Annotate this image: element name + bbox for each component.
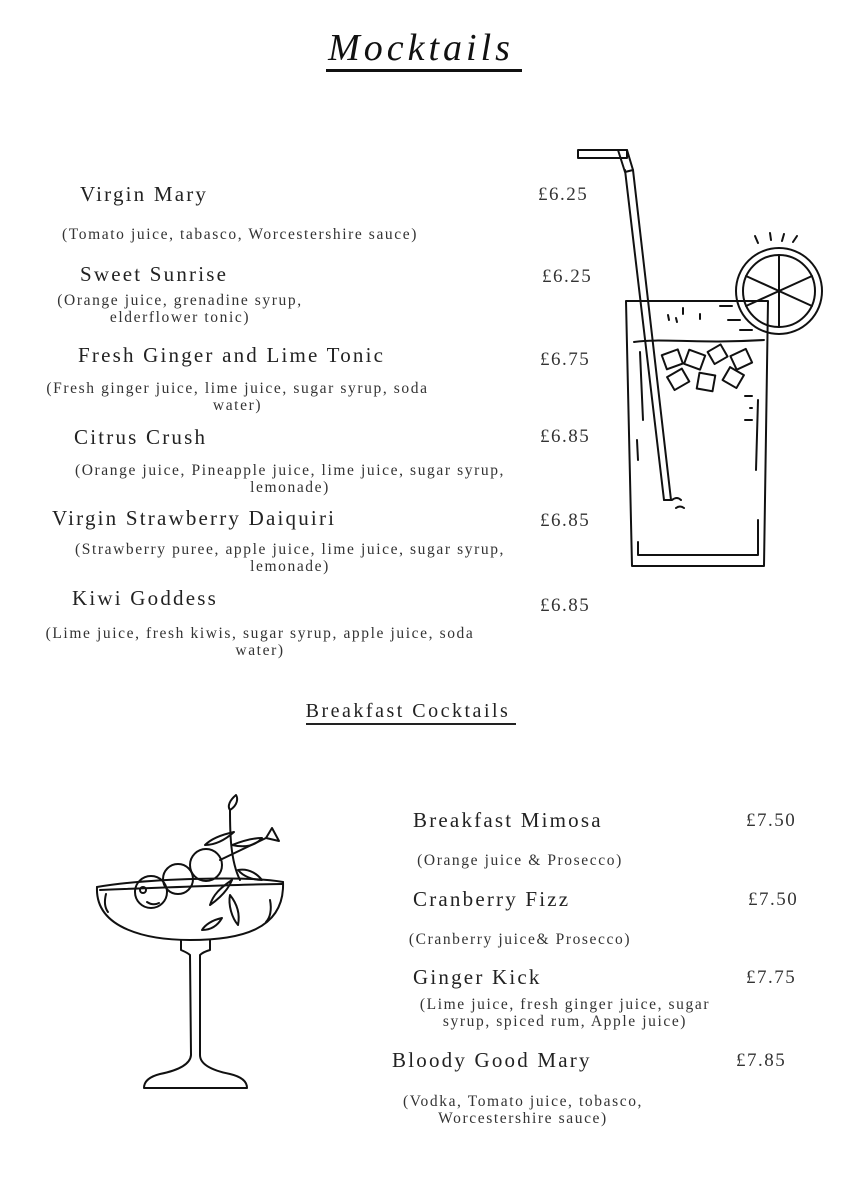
menu-item-name: Bloody Good Mary (392, 1048, 592, 1072)
menu-item-description: (Fresh ginger juice, lime juice, sugar syrup, soda water) (46, 380, 429, 414)
menu-item-description: (Lime juice, fresh ginger juice, sugar syrup, spiced rum, Apple juice) (419, 996, 711, 1030)
menu-item-name: Fresh Ginger and Lime Tonic (78, 343, 386, 367)
menu-item-name: Citrus Crush (74, 425, 208, 449)
menu-item-description: (Orange juice, grenadine syrup, elderflower tonic) (57, 292, 303, 326)
menu-item-price: £6.25 (542, 266, 593, 287)
menu-item-description: (Lime juice, fresh kiwis, sugar syrup, apple juice, soda water) (45, 625, 475, 659)
menu-item-name: Breakfast Mimosa (413, 808, 603, 832)
page-title-text: Mocktails (326, 27, 522, 72)
menu-item-price: £7.50 (746, 810, 797, 831)
menu-item-price: £6.85 (540, 595, 591, 616)
menu-item-description: (Tomato juice, tabasco, Worcestershire sauce) (61, 226, 418, 243)
menu-item-price: £7.85 (736, 1050, 787, 1071)
menu-item-description: (Strawberry puree, apple juice, lime juice, sugar syrup, lemonade) (74, 541, 506, 575)
menu-item-name: Cranberry Fizz (413, 887, 571, 911)
menu-item-price: £6.25 (538, 184, 589, 205)
menu-item-description: (Vodka, Tomato juice, tobasco, Worcestershire sauce) (402, 1093, 644, 1127)
menu-item-price: £6.85 (540, 426, 591, 447)
menu-item-name: Ginger Kick (413, 965, 542, 989)
section-title-text: Breakfast Cocktails (306, 700, 517, 725)
menu-item-description: (Orange juice, Pineapple juice, lime juice, sugar syrup, lemonade) (74, 462, 506, 496)
menu-item-price: £7.50 (748, 889, 799, 910)
menu-item-price: £7.75 (746, 967, 797, 988)
menu-item-name: Virgin Strawberry Daiquiri (52, 506, 337, 530)
menu-item-name: Kiwi Goddess (72, 586, 218, 610)
menu-item-description: (Cranberry juice& Prosecco) (408, 931, 632, 948)
menu-item-price: £6.85 (540, 510, 591, 531)
menu-item-name: Virgin Mary (80, 182, 209, 206)
menu-item-name: Sweet Sunrise (80, 262, 229, 286)
menu-item-description: (Orange juice & Prosecco) (417, 852, 623, 869)
menu-item-price: £6.75 (540, 349, 591, 370)
